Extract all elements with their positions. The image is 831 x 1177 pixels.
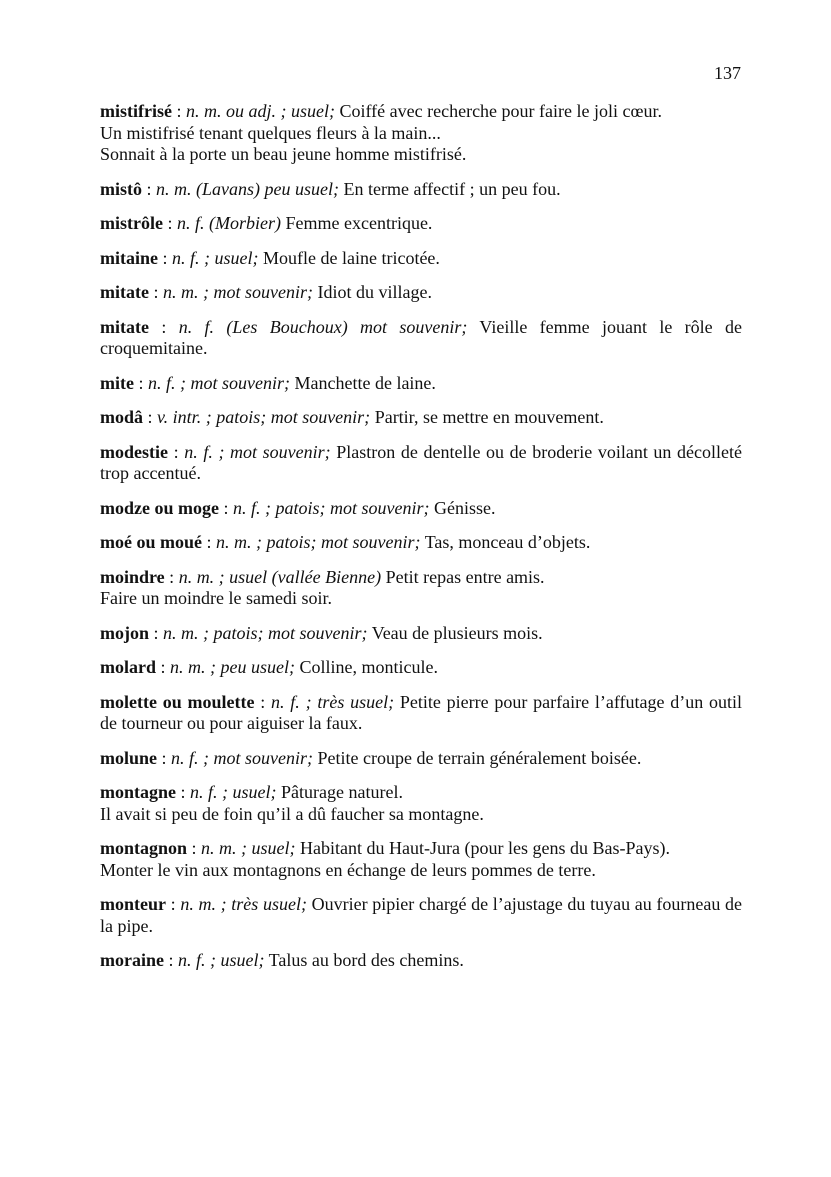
entry-headword: montagnon — [100, 838, 188, 858]
entry-separator: : — [133, 372, 148, 393]
entry-headword: molune — [100, 747, 158, 768]
entry-grammar: n. f. ; usuel; — [178, 950, 265, 970]
entry-separator: : — [164, 566, 179, 587]
entry-definition: Pâturage naturel. — [281, 782, 403, 802]
entry-headword: moindre — [100, 566, 165, 587]
entry-headword: modestie — [100, 441, 168, 462]
entry-separator: : — [171, 101, 186, 121]
entry-separator: : — [143, 407, 158, 427]
entry-definition: Coiffé avec recherche pour faire le joli cœur. — [339, 101, 662, 121]
entry-grammar: n. f. (Les Bouchoux) mot souvenir; — [178, 316, 468, 337]
entry-definition: Idiot du village. — [317, 282, 432, 302]
entry-grammar: n. m. ; patois; mot souvenir; — [216, 532, 421, 552]
entry-separator: : — [218, 497, 233, 518]
entry-definition: Veau de plusieurs mois. — [371, 622, 543, 643]
dictionary-entry — [100, 782, 742, 825]
entry-headword: mojon — [100, 622, 149, 643]
entry-grammar: n. f. ; usuel; — [190, 782, 277, 802]
dictionary-entry — [100, 623, 742, 645]
entry-separator: : — [148, 282, 163, 302]
entry-headword: moé ou moué — [100, 532, 202, 552]
entry-definition: Plastron de dentelle ou de broderie voilant un décolleté trop accentué. — [100, 441, 742, 483]
entry-definition: Talus au bord des chemins. — [268, 950, 464, 970]
dictionary-entry — [100, 101, 742, 166]
entry-grammar: n. m. ; usuel (vallée Bienne) — [178, 566, 382, 587]
dictionary-entry — [100, 407, 742, 429]
entry-definition: Vieille femme jouant le rôle de croquemitaine. — [100, 316, 742, 358]
entry-separator: : — [202, 532, 217, 552]
entry-separator: : — [254, 691, 272, 712]
entry-headword: molard — [100, 657, 156, 677]
dictionary-entry — [100, 442, 742, 485]
dictionary-entry — [100, 373, 742, 395]
entry-grammar: n. f. ; mot souvenir; — [184, 441, 331, 462]
entry-definition: Petite croupe de terrain généralement boisée. — [317, 747, 642, 768]
dictionary-entry — [100, 498, 742, 520]
entry-grammar: n. f. ; très usuel; — [271, 691, 395, 712]
entry-headword: mistifrisé — [100, 101, 172, 121]
entry-headword: moraine — [100, 950, 164, 970]
entry-headword: modâ — [100, 407, 144, 427]
dictionary-entry — [100, 213, 742, 235]
entry-example: Un mistifrisé tenant quelques fleurs à la main... — [100, 122, 441, 143]
entry-headword: mitate — [100, 282, 149, 302]
entry-grammar: n. f. (Morbier) — [177, 213, 281, 233]
entry-grammar: n. f. ; patois; mot souvenir; — [233, 497, 430, 518]
entry-headword: mitate — [100, 316, 149, 337]
entry-headword: montagne — [100, 782, 176, 802]
dictionary-entry — [100, 692, 742, 735]
dictionary-entry — [100, 748, 742, 770]
entry-grammar: n. m. ; mot souvenir; — [163, 282, 313, 302]
entry-definition: En terme affectif ; un peu fou. — [343, 178, 561, 199]
entry-grammar: n. f. ; usuel; — [172, 247, 259, 268]
entry-example: Il avait si peu de foin qu’il a dû faucher sa montagne. — [100, 803, 484, 824]
entry-example: Sonnait à la porte un beau jeune homme mistifrisé. — [100, 144, 467, 164]
dictionary-entry — [100, 282, 742, 304]
entry-headword: mitaine — [100, 247, 158, 268]
entry-grammar: n. m. ; peu usuel; — [170, 657, 295, 677]
dictionary-entry — [100, 838, 742, 881]
entry-separator: : — [156, 657, 171, 677]
entry-grammar: v. intr. ; patois; mot souvenir; — [157, 407, 371, 427]
dictionary-entry — [100, 179, 742, 201]
entry-example: Monter le vin aux montagnons en échange de leurs pommes de terre. — [100, 859, 596, 880]
entry-definition: Tas, monceau d’objets. — [424, 532, 591, 552]
entry-headword: modze ou moge — [100, 497, 219, 518]
entry-headword: monteur — [100, 894, 166, 914]
entry-separator: : — [149, 622, 164, 643]
dictionary-entry — [100, 248, 742, 270]
entry-grammar: n. f. ; mot souvenir; — [171, 747, 314, 768]
dictionary-entries — [100, 101, 742, 972]
entry-definition: Ouvrier pipier chargé de l’ajustage du tuyau au fourneau de la pipe. — [100, 894, 742, 936]
entry-separator: : — [166, 894, 181, 914]
entry-definition: Colline, monticule. — [299, 657, 438, 677]
entry-separator: : — [142, 178, 157, 199]
entry-headword: molette ou moulette — [100, 691, 255, 712]
entry-grammar: n. m. ; très usuel; — [180, 894, 307, 914]
entry-definition: Petite pierre pour parfaire l’affutage d’un outil de tourneur ou pour aiguiser la faux. — [100, 691, 743, 733]
dictionary-entry — [100, 317, 742, 360]
dictionary-entry — [100, 657, 742, 679]
dictionary-entry — [100, 567, 742, 610]
entry-separator: : — [162, 213, 177, 233]
entry-example: Faire un moindre le samedi soir. — [100, 588, 332, 608]
entry-separator: : — [148, 316, 179, 337]
entry-definition: Génisse. — [433, 497, 496, 518]
dictionary-entry — [100, 532, 742, 554]
entry-grammar: n. f. ; mot souvenir; — [148, 372, 290, 393]
dictionary-entry — [100, 894, 742, 937]
entry-definition: Moufle de laine tricotée. — [263, 247, 440, 268]
entry-definition: Manchette de laine. — [294, 372, 436, 393]
entry-grammar: n. m. (Lavans) peu usuel; — [156, 178, 339, 199]
entry-separator: : — [167, 441, 185, 462]
entry-grammar: n. m. ; patois; mot souvenir; — [163, 622, 368, 643]
entry-headword: mite — [100, 372, 134, 393]
dictionary-entry — [100, 950, 742, 972]
entry-grammar: n. m. ; usuel; — [201, 838, 296, 858]
entry-separator: : — [157, 747, 172, 768]
page-number: 137 — [714, 63, 741, 83]
entry-separator: : — [163, 950, 178, 970]
entry-separator: : — [158, 247, 173, 268]
entry-definition: Femme excentrique. — [285, 213, 433, 233]
entry-grammar: n. m. ou adj. ; usuel; — [186, 101, 335, 121]
entry-separator: : — [187, 838, 202, 858]
entry-headword: mistô — [100, 178, 142, 199]
entry-definition: Partir, se mettre en mouvement. — [374, 407, 604, 427]
entry-separator: : — [176, 782, 191, 802]
entry-definition: Petit repas entre amis. — [385, 566, 545, 587]
entry-definition: Habitant du Haut-Jura (pour les gens du Bas-Pays). — [300, 838, 670, 858]
entry-headword: mistrôle — [100, 213, 163, 233]
